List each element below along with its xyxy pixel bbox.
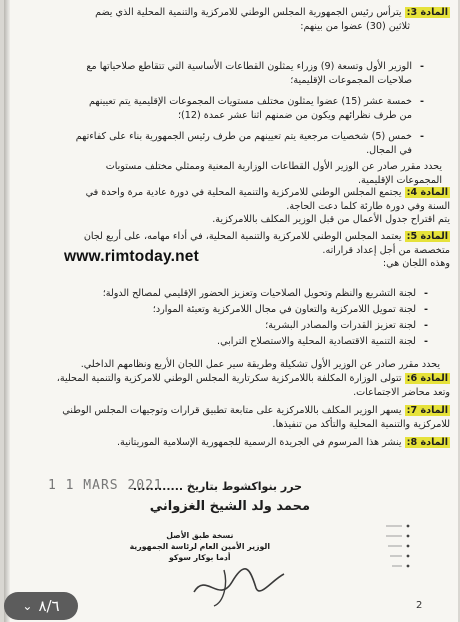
article-6-text: تتولى الوزارة المكلفة باللامركزية سكرتارية المجلس الوطني للامركزية والتنمية المحلية، xyxy=(56,373,402,384)
list-item: - لجنة تمويل اللامركزية والتعاون في مجال اللامركزية وتعبئة الموارد؛ xyxy=(103,302,428,318)
list-item: - خمسة عشر (15) عضوا يمثلون مختلف مستويات المجموعات الإقليمية يتم تعيينهم من طرف نظرائهم ويكون من ضمنهم اثنا عشر عمدة (12)؛ xyxy=(76,95,424,122)
date-stamp: 1 1 MARS 2021 xyxy=(48,478,163,493)
article-8 xyxy=(117,436,450,450)
article-5-text-2: متخصصة من أجل إعداد قراراته. xyxy=(322,244,450,256)
article-4-label: المادة 4: xyxy=(406,187,448,198)
certified-line-3: أدما بوكار سوكو xyxy=(168,553,231,562)
done-at-line: حرر بنواكشوط بتاريخ ............ xyxy=(132,480,302,493)
page-indicator[interactable] xyxy=(4,592,78,620)
article-7 xyxy=(62,404,450,431)
article-3 xyxy=(95,6,450,33)
article-7-text: يسهر الوزير المكلف باللامركزية على متابعة تطبيق قرارات وتوجيهات المجلس الوطني xyxy=(62,405,402,416)
article-8-label: المادة 8: xyxy=(406,437,448,448)
chevron-icon[interactable]: ⌄ xyxy=(22,599,33,613)
article-5-label: المادة 5: xyxy=(406,231,448,242)
article-7-label: المادة 7: xyxy=(406,405,448,416)
article-6-label: المادة 6: xyxy=(406,373,448,384)
article-8-text: ينشر هذا المرسوم في الجريدة الرسمية للجمهورية الإسلامية الموريتانية. xyxy=(117,437,402,448)
members-list xyxy=(76,60,424,157)
article-5-text-3: وهذه اللجان هي: xyxy=(382,258,450,269)
article-4-text: يجتمع المجلس الوطني للامركزية والتنمية المحلية في دورة عادية مرة واحدة في xyxy=(85,187,402,198)
article-7-text-2: للامركزية والتنمية المحلية والتأكد من تنفيذها. xyxy=(272,418,450,430)
decree-line-1: يحدد مقرر صادر عن الوزير الأول القطاعات الوزارية المعنية وممثلي مختلف مستويات xyxy=(105,161,442,172)
article-5-text: يعتمد المجلس الوطني للامركزية والتنمية المحلية، في أداء مهامه، على أربع لجان xyxy=(83,231,402,242)
page-indicator-label: ٨/٦ xyxy=(38,597,60,615)
distribution-list-marks xyxy=(384,518,414,578)
page-edge-shadow xyxy=(4,0,10,622)
decree-paragraph-2: يحدد مقرر صادر عن الوزير الأول تشكيلة وطريقة سير عمل اللجان الأربع ونظامهم الداخلي. xyxy=(80,359,440,370)
decree-line-2: المجموعات الإقليمية. xyxy=(358,174,442,186)
certified-line-1: نسخة طبق الأصل xyxy=(166,531,234,540)
document-page xyxy=(4,0,458,622)
article-3-label: المادة 3: xyxy=(406,7,448,18)
watermark: www.rimtoday.net xyxy=(64,248,199,265)
committees-list xyxy=(103,286,428,350)
list-item: - الوزير الأول وتسعة (9) وزراء يمثلون القطاعات الأساسية التي تتقاطع صلاحياتها مع صلاحيات المجموعات الإقليمية؛ xyxy=(76,60,424,87)
signatory-name: محمد ولد الشيخ الغزواني xyxy=(149,499,310,514)
signature-image xyxy=(184,562,294,610)
list-item: - خمس (5) شخصيات مرجعية يتم تعيينهم من طرف رئيس الجمهورية بناء على كفاءتهم في المجال. xyxy=(76,130,424,157)
decree-paragraph xyxy=(106,160,442,187)
certified-copy xyxy=(130,530,270,563)
article-6-text-2: وتعد محاضر الاجتماعات. xyxy=(353,386,450,398)
article-4-text-2: السنة وفي دورة طارئة كلما دعت الحاجة. xyxy=(286,200,450,212)
list-item: - لجنة تعزيز القدرات والمصادر البشرية؛ xyxy=(103,318,428,334)
article-3-text-2: ثلاثين (30) عضوا من بينهم: xyxy=(300,20,410,32)
certified-line-2: الوزير الأمين العام لرئاسة الجمهورية xyxy=(129,542,270,551)
article-4-text-3: يتم اقتراح جدول الأعمال من قبل الوزير المكلف باللامركزية. xyxy=(212,214,450,225)
article-3-text: يترأس رئيس الجمهورية المجلس الوطني للامركزية والتنمية المحلية الذي يضم xyxy=(95,7,402,18)
article-6 xyxy=(57,372,450,399)
list-item: - لجنة التنمية الاقتصادية المحلية والاستصلاح الترابي. xyxy=(103,334,428,350)
page-number: 2 xyxy=(416,600,423,611)
article-4 xyxy=(86,186,450,227)
list-item: - لجنة التشريع والنظم وتحويل الصلاحيات وتعزيز الحضور الإقليمي لمصالح الدولة؛ xyxy=(103,286,428,302)
